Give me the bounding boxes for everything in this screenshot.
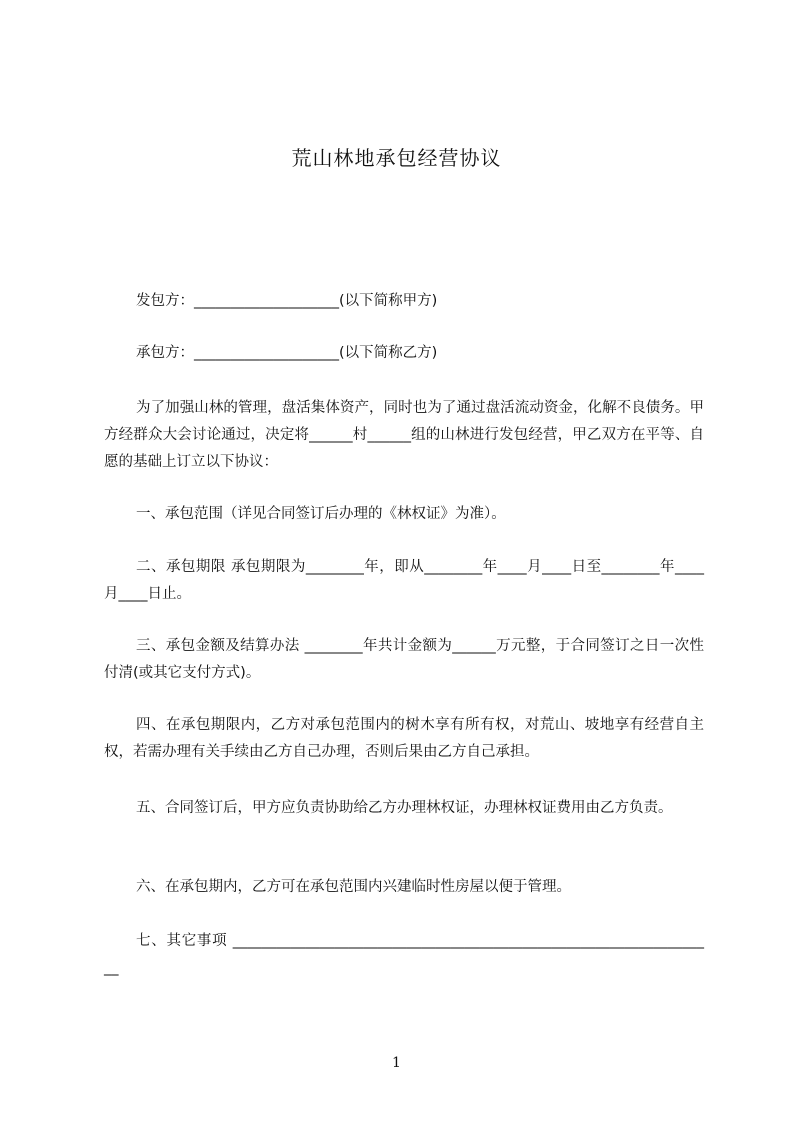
clause-1: 一、承包范围（详见合同签订后办理的《林权证》为准）。	[136, 506, 506, 522]
clause-5: 五、合同签订后，甲方应负责协助给乙方办理林权证，办理林权证费用由乙方负责。	[136, 800, 673, 816]
clause-2: 二、承包期限 承包期限为________年，即从________年____月____日至________年____月____日止。	[104, 559, 704, 602]
clause-6: 六、在承包期内，乙方可在承包范围内兴建临时性房屋以便于管理。	[136, 879, 571, 895]
clause-4: 四、在承包期限内，乙方对承包范围内的树木享有所有权，对荒山、坡地享有经营自主权，若需办理有关手续由乙方自己办理，否则后果由乙方自己承担。	[104, 717, 704, 760]
clause-3: 三、承包金额及结算办法 ________年共计金额为______万元整，于合同签订之日一次性付清(或其它支付方式)。	[104, 638, 704, 681]
party-b-line: 承包方：____________________(以下简称乙方)	[136, 345, 438, 361]
document-title: 荒山林地承包经营协议	[291, 146, 502, 170]
page-number: 1	[392, 1055, 401, 1071]
party-a-line: 发包方：____________________(以下简称甲方)	[136, 293, 438, 309]
clause-7: 七、其它事项 ___________________________________________________________________	[104, 933, 704, 976]
preamble-paragraph: 为了加强山林的管理，盘活集体资产，同时也为了通过盘活流动资金，化解不良债务。甲方经群众大会讨论通过，决定将______村______组的山林进行发包经营，甲乙双方在平等、自愿的基础上订立以下协议：	[104, 400, 704, 470]
